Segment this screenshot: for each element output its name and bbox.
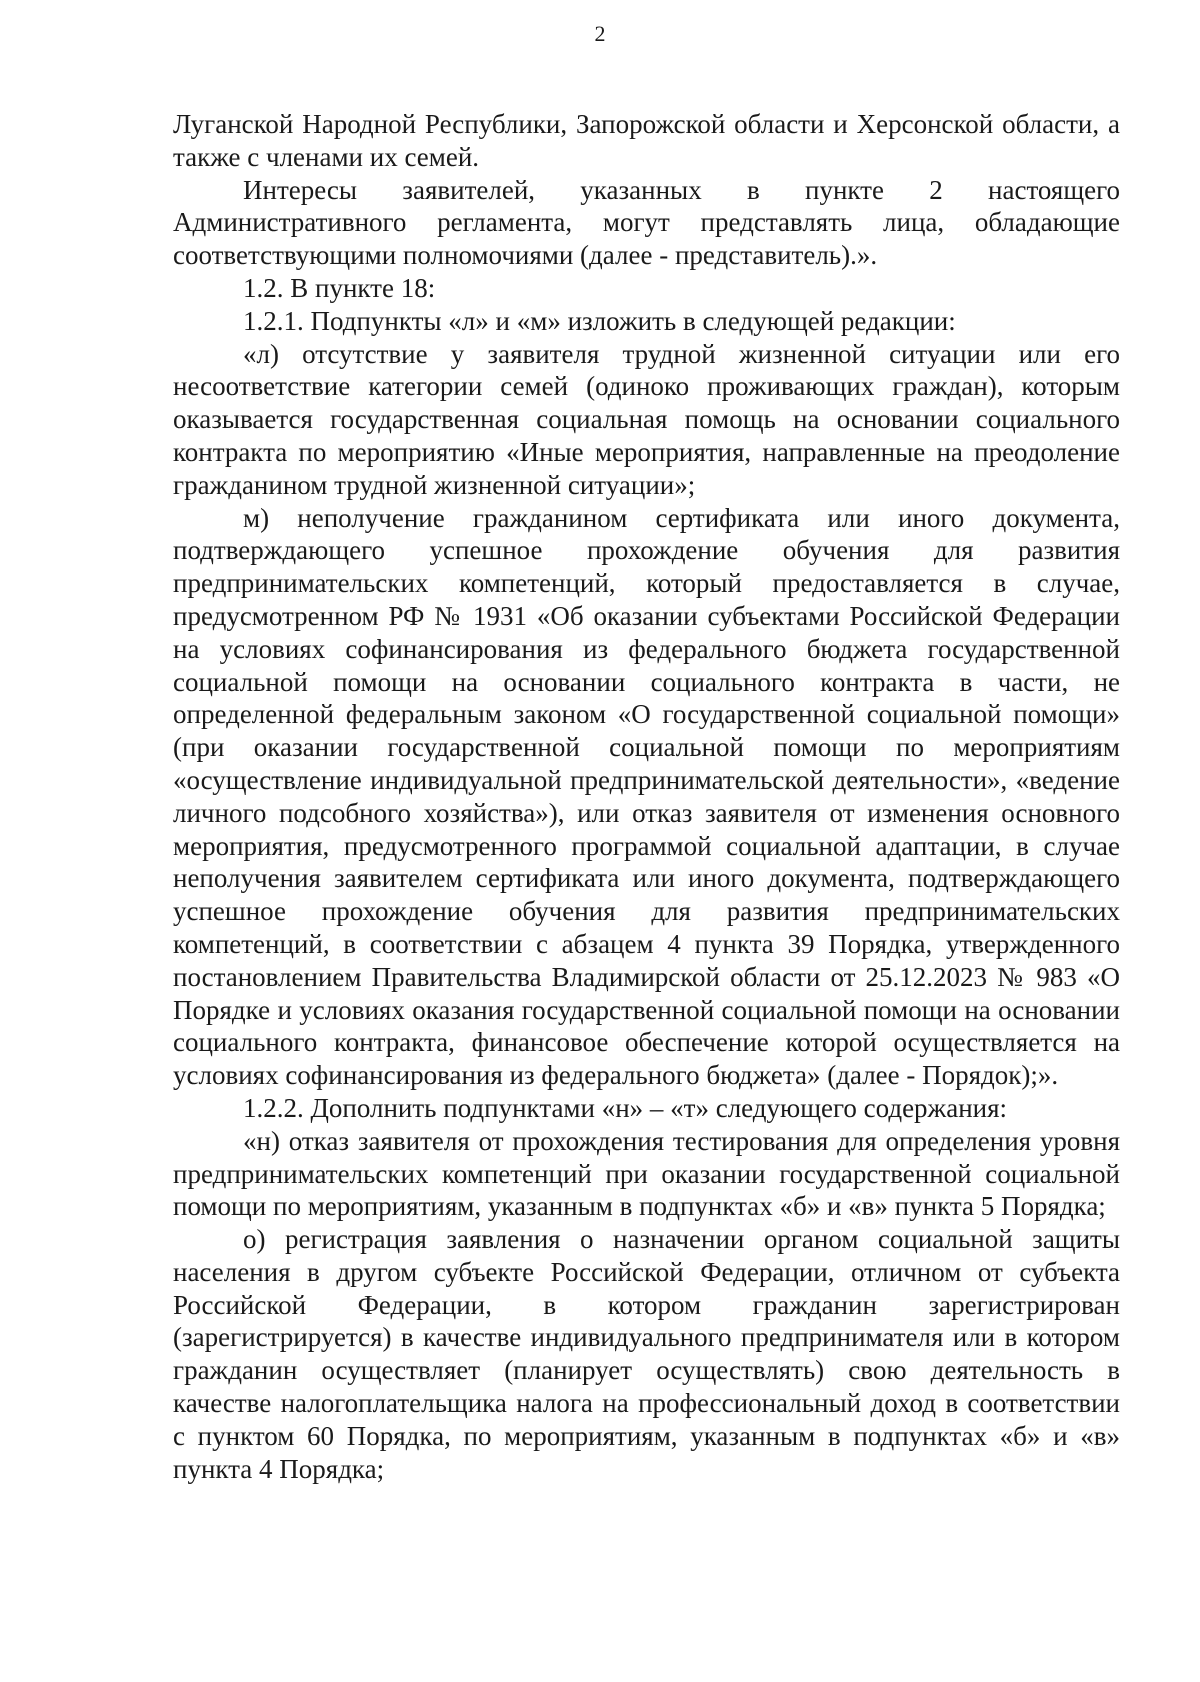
paragraph-representatives: Интересы заявителей, указанных в пункте 2 настоящего Административного регламента, могут представлять лица, обладающие соответствующими полномочиями (далее - представитель).». (173, 174, 1120, 271)
paragraph-subitem-m: м) неполучение гражданином сертификата или иного документа, подтверждающего успешное прохождение обучения для развития предпринимательских компетенций, который предоставляется в случае, предусмотренном РФ № 1931 «Об оказании субъектами Российской Федерации на условиях софинансирования из федерального бюджета государственной социальной помощи на основании социального контракта в части, не определенной федеральным законом «О государственной социальной помощи» (при оказании государственной социальной помощи по мероприятиям «осуществление индивидуальной предпринимательской деятельности», «ведение личного подсобного хозяйства»), или отказ заявителя от изменения основного мероприятия, предусмотренного программой социальной адаптации, в случае неполучения заявителем сертификата или иного документа, подтверждающего успешное прохождение обучения для развития предпринимательских компетенций, в соответствии с абзацем 4 пункта 39 Порядка, утвержденного постановлением Правительства Владимирской области от 25.12.2023 № 983 «О Порядке и условиях оказания государственной социальной помощи на основании социального контракта, финансовое обеспечение которой осуществляется на условиях софинансирования из федерального бюджета» (далее - Порядок);». (173, 502, 1120, 1091)
paragraph-item-1-2-2: 1.2.2. Дополнить подпунктами «н» – «т» следующего содержания: (243, 1092, 1008, 1123)
paragraph-item-1-2: 1.2. В пункте 18: (243, 272, 436, 303)
paragraph-subitem-l: «л) отсутствие у заявителя трудной жизненной ситуации или его несоответствие категории семей (одиноко проживающих граждан), которым оказывается государственная социальная помощь на основании социального контракта по мероприятию «Иные мероприятия, направленные на преодоление гражданином трудной жизненной ситуации»; (173, 338, 1120, 500)
document-body (173, 108, 1120, 1485)
paragraph-continuation: Луганской Народной Республики, Запорожской области и Херсонской области, а также с членами их семей. (173, 109, 1120, 172)
paragraph-item-1-2-1: 1.2.1. Подпункты «л» и «м» изложить в следующей редакции: (243, 305, 956, 336)
paragraph-subitem-o: о) регистрация заявления о назначении органом социальной защиты населения в другом субъекте Российской Федерации, отличном от субъекта Российской Федерации, в котором гражданин зарегистрирован (зарегистрируется) в качестве индивидуального предпринимателя или в котором гражданин осуществляет (планирует осуществлять) свою деятельность в качестве налогоплательщика налога на профессиональный доход в соответствии с пунктом 60 Порядка, по мероприятиям, указанным в подпунктах «б» и «в» пункта 4 Порядка; (173, 1224, 1120, 1484)
page-number: 2 (594, 21, 606, 46)
paragraph-subitem-n: «н) отказ заявителя от прохождения тестирования для определения уровня предпринимательских компетенций при оказании государственной социальной помощи по мероприятиям, указанным в подпунктах «б» и «в» пункта 5 Порядка; (173, 1125, 1120, 1222)
